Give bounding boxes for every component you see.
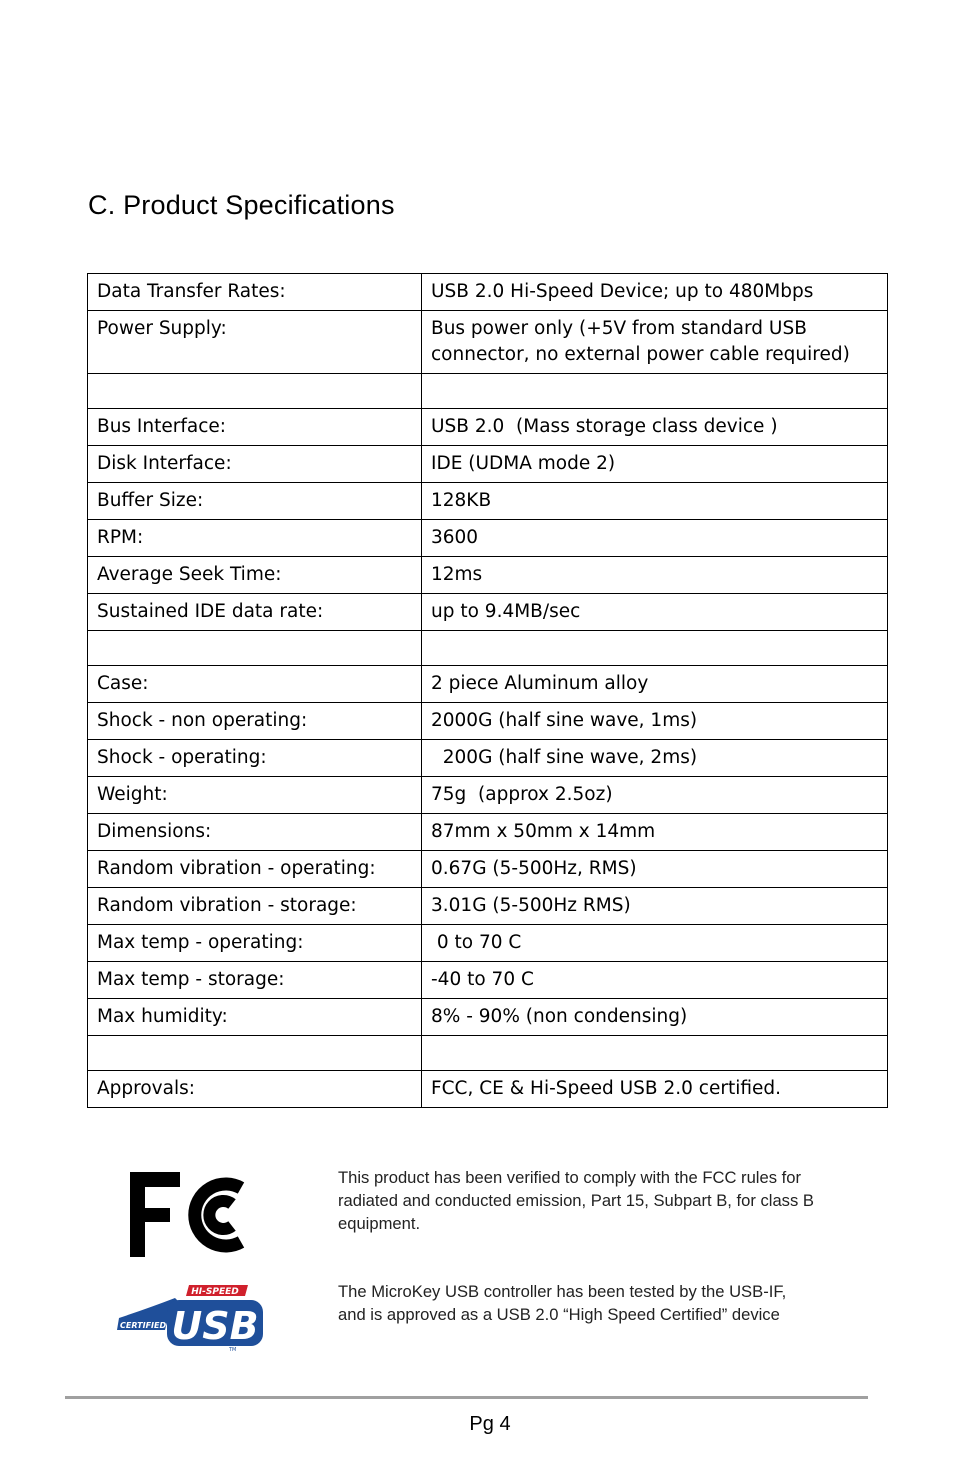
spec-value: 12ms xyxy=(422,557,888,594)
usb-certification-note: The MicroKey USB controller has been tested by the USB-IF, and is approved as a USB 2.0 “High Speed Certified” device xyxy=(338,1282,787,1324)
spec-label xyxy=(88,631,422,666)
usb-label: USB xyxy=(171,1304,259,1348)
spec-value: 3600 xyxy=(422,520,888,557)
spec-row xyxy=(88,446,888,483)
spec-value xyxy=(422,631,888,666)
spec-value: 2 piece Aluminum alloy xyxy=(422,666,888,703)
spec-row xyxy=(88,311,888,374)
spec-value: -40 to 70 C xyxy=(422,962,888,999)
spec-label: Random vibration - operating: xyxy=(88,851,422,888)
spec-label: RPM: xyxy=(88,520,422,557)
spec-value: 3.01G (5-500Hz RMS) xyxy=(422,888,888,925)
spec-row xyxy=(88,999,888,1036)
spec-label: Shock - non operating: xyxy=(88,703,422,740)
trademark-label: TM xyxy=(229,1347,237,1352)
page-number: Pg 4 xyxy=(469,1413,511,1435)
spec-value: up to 9.4MB/sec xyxy=(422,594,888,631)
footer-divider xyxy=(65,1396,868,1399)
spec-row xyxy=(88,594,888,631)
spec-value: 0.67G (5-500Hz, RMS) xyxy=(422,851,888,888)
spec-row xyxy=(88,740,888,777)
spec-row xyxy=(88,557,888,594)
spec-label: Weight: xyxy=(88,777,422,814)
page-title: C. Product Specifications xyxy=(88,190,395,220)
spec-value: IDE (UDMA mode 2) xyxy=(422,446,888,483)
spec-label: Approvals: xyxy=(88,1071,422,1108)
spec-row-blank xyxy=(88,1036,888,1071)
spec-value: Bus power only (+5V from standard USB connector, no external power cable required) xyxy=(422,311,888,374)
spec-row xyxy=(88,777,888,814)
spec-label: Max temp - storage: xyxy=(88,962,422,999)
spec-label: Power Supply: xyxy=(88,311,422,374)
usb-certified-logo xyxy=(115,1284,265,1356)
spec-label: Data Transfer Rates: xyxy=(88,274,422,311)
spec-row xyxy=(88,851,888,888)
spec-value: 87mm x 50mm x 14mm xyxy=(422,814,888,851)
spec-row xyxy=(88,703,888,740)
spec-row xyxy=(88,814,888,851)
spec-label: Buffer Size: xyxy=(88,483,422,520)
spec-value: 200G (half sine wave, 2ms) xyxy=(422,740,888,777)
spec-label: Case: xyxy=(88,666,422,703)
spec-label: Sustained IDE data rate: xyxy=(88,594,422,631)
spec-label: Disk Interface: xyxy=(88,446,422,483)
fcc-compliance-note: This product has been verified to comply with the FCC rules for radiated and conducted emission, Part 15, Subpart B, for class B equipment. xyxy=(338,1168,814,1233)
spec-value xyxy=(422,1036,888,1071)
spec-row xyxy=(88,962,888,999)
spec-row xyxy=(88,925,888,962)
spec-row xyxy=(88,666,888,703)
spec-row xyxy=(88,1071,888,1108)
spec-row-blank xyxy=(88,631,888,666)
spec-value: FCC, CE & Hi-Speed USB 2.0 certified. xyxy=(422,1071,888,1108)
spec-value xyxy=(422,374,888,409)
spec-value: 0 to 70 C xyxy=(422,925,888,962)
spec-label xyxy=(88,374,422,409)
spec-label: Max temp - operating: xyxy=(88,925,422,962)
spec-label: Dimensions: xyxy=(88,814,422,851)
spec-label: Shock - operating: xyxy=(88,740,422,777)
spec-label: Average Seek Time: xyxy=(88,557,422,594)
spec-value: 128KB xyxy=(422,483,888,520)
spec-value: USB 2.0 (Mass storage class device ) xyxy=(422,409,888,446)
spec-label xyxy=(88,1036,422,1071)
certified-label: CERTIFIED xyxy=(120,1321,167,1330)
spec-row xyxy=(88,409,888,446)
spec-label: Random vibration - storage: xyxy=(88,888,422,925)
spec-row xyxy=(88,483,888,520)
spec-row xyxy=(88,888,888,925)
spec-label: Bus Interface: xyxy=(88,409,422,446)
spec-row xyxy=(88,274,888,311)
hi-speed-label: HI-SPEED xyxy=(191,1287,239,1297)
spec-label: Max humidity: xyxy=(88,999,422,1036)
spec-row-blank xyxy=(88,374,888,409)
spec-value: 8% - 90% (non condensing) xyxy=(422,999,888,1036)
spec-row xyxy=(88,520,888,557)
spec-value: 75g (approx 2.5oz) xyxy=(422,777,888,814)
fcc-logo xyxy=(128,1170,252,1264)
specifications-table xyxy=(87,273,888,1108)
spec-value: 2000G (half sine wave, 1ms) xyxy=(422,703,888,740)
spec-value: USB 2.0 Hi-Speed Device; up to 480Mbps xyxy=(422,274,888,311)
